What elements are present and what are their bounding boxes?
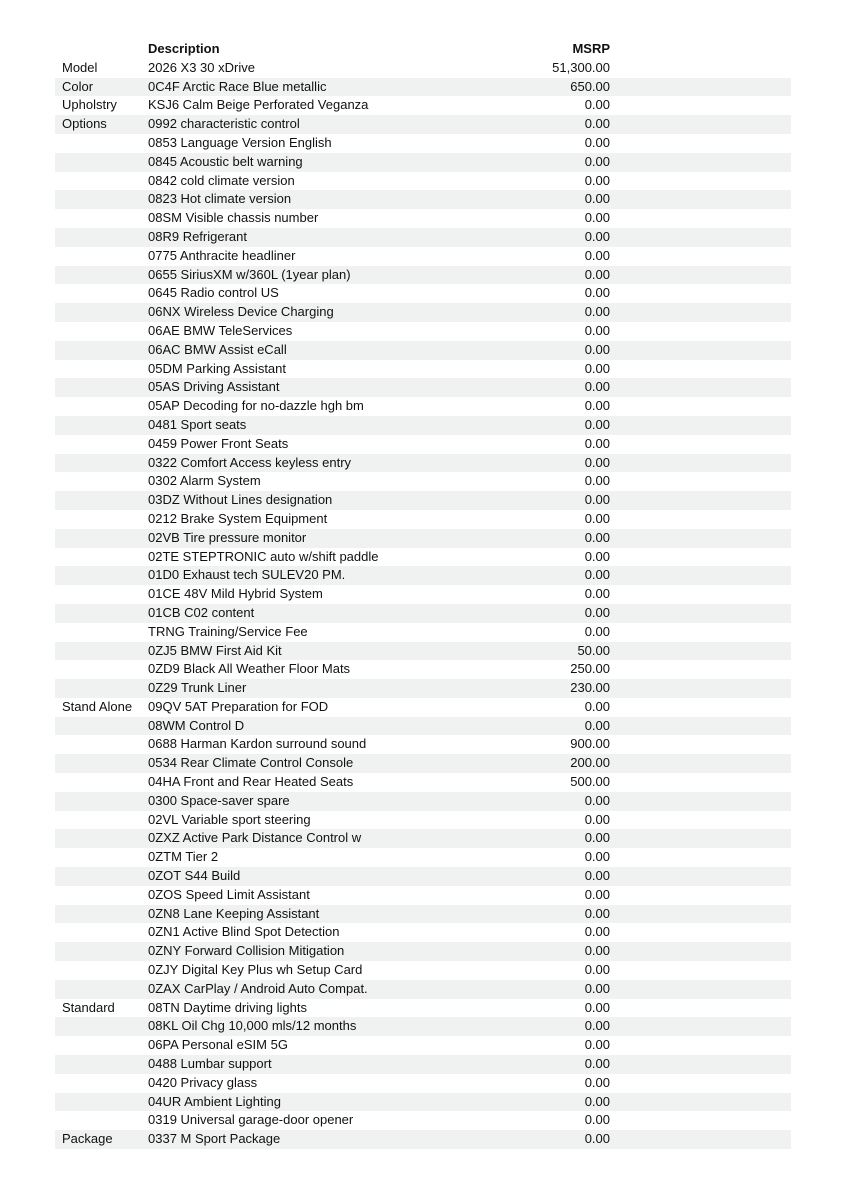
row-msrp-value: 0.00 (584, 698, 610, 714)
table-row (55, 660, 791, 679)
table-body (55, 59, 791, 1149)
row-category-label (55, 510, 148, 529)
row-description: 0ZN1 Active Blind Spot Detection (148, 924, 340, 940)
row-description: 0853 Language Version English (148, 134, 332, 150)
row-category-label (55, 642, 148, 661)
table-row (55, 303, 791, 322)
row-msrp-value: 0.00 (584, 886, 610, 902)
table-row (55, 1130, 791, 1149)
row-description: 2026 X3 30 xDrive (148, 59, 255, 75)
row-description: 0337 M Sport Package (148, 1131, 281, 1147)
row-msrp-value: 0.00 (584, 604, 610, 620)
row-category-label (55, 604, 148, 623)
row-msrp-value: 0.00 (584, 849, 610, 865)
row-msrp-value: 230.00 (570, 680, 610, 696)
table-row (55, 548, 791, 567)
row-description: 0ZD9 Black All Weather Floor Mats (148, 661, 351, 677)
table-row (55, 848, 791, 867)
row-msrp-value: 0.00 (584, 341, 610, 357)
table-row (55, 717, 791, 736)
row-msrp-value: 0.00 (584, 97, 610, 113)
table-row (55, 999, 791, 1018)
category-column-header (55, 40, 148, 59)
row-msrp-value: 0.00 (584, 1018, 610, 1034)
table-row (55, 867, 791, 886)
row-category-label (55, 284, 148, 303)
row-category-label (55, 1093, 148, 1112)
row-description: 04HA Front and Rear Heated Seats (148, 774, 354, 790)
row-category-label (55, 266, 148, 285)
row-msrp-value: 0.00 (584, 228, 610, 244)
row-msrp-value: 0.00 (584, 623, 610, 639)
row-msrp-value: 0.00 (584, 191, 610, 207)
row-description: KSJ6 Calm Beige Perforated Veganza (148, 97, 369, 113)
row-description: 0481 Sport seats (148, 416, 247, 432)
row-description: 0ZJY Digital Key Plus wh Setup Card (148, 962, 363, 978)
table-row (55, 886, 791, 905)
row-description: 0ZOS Speed Limit Assistant (148, 886, 310, 902)
row-description: 06AE BMW TeleServices (148, 322, 293, 338)
row-category-label (55, 754, 148, 773)
table-row (55, 416, 791, 435)
table-row (55, 284, 791, 303)
row-description: 02TE STEPTRONIC auto w/shift paddle (148, 548, 379, 564)
row-description: 0ZXZ Active Park Distance Control w (148, 830, 362, 846)
row-description: 0534 Rear Climate Control Console (148, 755, 354, 771)
row-category-label (55, 435, 148, 454)
table-row (55, 78, 791, 97)
row-msrp-value: 0.00 (584, 473, 610, 489)
row-msrp-value: 0.00 (584, 322, 610, 338)
row-description: 05AP Decoding for no-dazzle hgh bm (148, 398, 364, 414)
row-category-label (55, 397, 148, 416)
row-description: 08WM Control D (148, 717, 245, 733)
row-category-label (55, 961, 148, 980)
row-description: 05DM Parking Assistant (148, 360, 287, 376)
row-description: 0688 Harman Kardon surround sound (148, 736, 367, 752)
row-msrp-value: 900.00 (570, 736, 610, 752)
row-msrp-value: 0.00 (584, 1056, 610, 1072)
table-row (55, 96, 791, 115)
table-row (55, 322, 791, 341)
row-msrp-value: 0.00 (584, 304, 610, 320)
row-description: 0420 Privacy glass (148, 1074, 258, 1090)
row-description: 0ZTM Tier 2 (148, 849, 219, 865)
row-category-label (55, 980, 148, 999)
table-row (55, 360, 791, 379)
table-row (55, 792, 791, 811)
row-category-label (55, 416, 148, 435)
row-msrp-value: 0.00 (584, 398, 610, 414)
row-msrp-value: 0.00 (584, 1074, 610, 1090)
table-row (55, 566, 791, 585)
row-description: 0845 Acoustic belt warning (148, 153, 303, 169)
row-msrp-value: 0.00 (584, 416, 610, 432)
table-row (55, 1093, 791, 1112)
row-category-label (55, 848, 148, 867)
row-category-label (55, 735, 148, 754)
table-row (55, 698, 791, 717)
row-msrp-value: 0.00 (584, 172, 610, 188)
row-msrp-value: 0.00 (584, 1131, 610, 1147)
row-msrp-value: 0.00 (584, 567, 610, 583)
row-msrp-value: 0.00 (584, 717, 610, 733)
row-msrp-value: 0.00 (584, 548, 610, 564)
row-description: 0ZN8 Lane Keeping Assistant (148, 905, 320, 921)
row-description: 01CB C02 content (148, 604, 255, 620)
row-msrp-value: 200.00 (570, 755, 610, 771)
row-category-label (55, 811, 148, 830)
row-description: 0823 Hot climate version (148, 191, 292, 207)
table-row (55, 59, 791, 78)
row-msrp-value: 0.00 (584, 1112, 610, 1128)
table-row (55, 529, 791, 548)
row-msrp-value: 0.00 (584, 792, 610, 808)
row-description: 0ZOT S44 Build (148, 868, 241, 884)
table-row (55, 735, 791, 754)
table-row (55, 905, 791, 924)
row-msrp-value: 0.00 (584, 153, 610, 169)
row-category-label (55, 829, 148, 848)
row-msrp-value: 0.00 (584, 435, 610, 451)
row-description: 08KL Oil Chg 10,000 mls/12 months (148, 1018, 357, 1034)
row-category-label (55, 886, 148, 905)
row-category-label (55, 172, 148, 191)
table-row (55, 491, 791, 510)
row-category-label: Color (62, 78, 94, 94)
row-category-label: Model (62, 59, 98, 75)
row-description: 02VB Tire pressure monitor (148, 529, 307, 545)
row-description: TRNG Training/Service Fee (148, 623, 308, 639)
row-category-label (55, 247, 148, 266)
table-row (55, 923, 791, 942)
row-category-label (55, 905, 148, 924)
row-description: 0Z29 Trunk Liner (148, 680, 247, 696)
table-row (55, 153, 791, 172)
row-description: 0488 Lumbar support (148, 1056, 272, 1072)
row-msrp-value: 0.00 (584, 943, 610, 959)
row-category-label (55, 717, 148, 736)
row-description: 0ZJ5 BMW First Aid Kit (148, 642, 282, 658)
row-description: 06PA Personal eSIM 5G (148, 1037, 288, 1053)
table-row (55, 378, 791, 397)
row-msrp-value: 0.00 (584, 1037, 610, 1053)
table-row (55, 679, 791, 698)
table-row (55, 642, 791, 661)
row-msrp-value: 0.00 (584, 116, 610, 132)
row-msrp-value: 0.00 (584, 492, 610, 508)
row-category-label (55, 585, 148, 604)
row-msrp-value: 0.00 (584, 962, 610, 978)
table-row (55, 942, 791, 961)
row-category-label (55, 134, 148, 153)
row-category-label (55, 1111, 148, 1130)
table-row (55, 134, 791, 153)
table-row (55, 1017, 791, 1036)
row-msrp-value: 0.00 (584, 980, 610, 996)
row-category-label: Package (62, 1131, 113, 1147)
row-msrp-value: 0.00 (584, 510, 610, 526)
table-header-row (55, 40, 791, 59)
row-msrp-value: 500.00 (570, 774, 610, 790)
row-description: 0459 Power Front Seats (148, 435, 289, 451)
row-description: 05AS Driving Assistant (148, 379, 280, 395)
row-description: 0C4F Arctic Race Blue metallic (148, 78, 327, 94)
table-row (55, 190, 791, 209)
row-msrp-value: 0.00 (584, 285, 610, 301)
table-row (55, 961, 791, 980)
row-category-label: Standard (62, 999, 115, 1015)
row-msrp-value: 650.00 (570, 78, 610, 94)
row-description: 0322 Comfort Access keyless entry (148, 454, 352, 470)
table-row (55, 754, 791, 773)
row-description: 01CE 48V Mild Hybrid System (148, 586, 323, 602)
row-category-label (55, 773, 148, 792)
row-description: 03DZ Without Lines designation (148, 492, 333, 508)
vehicle-spec-sheet (55, 40, 791, 1149)
row-msrp-value: 0.00 (584, 830, 610, 846)
row-category-label (55, 341, 148, 360)
row-category-label (55, 1036, 148, 1055)
table-row (55, 454, 791, 473)
row-description: 0212 Brake System Equipment (148, 510, 328, 526)
row-category-label (55, 623, 148, 642)
table-row (55, 585, 791, 604)
row-description: 06NX Wireless Device Charging (148, 304, 334, 320)
row-description: 0319 Universal garage-door opener (148, 1112, 354, 1128)
row-description: 09QV 5AT Preparation for FOD (148, 698, 329, 714)
row-msrp-value: 0.00 (584, 360, 610, 376)
row-category-label (55, 923, 148, 942)
row-category-label (55, 228, 148, 247)
table-row (55, 1036, 791, 1055)
row-description: 0300 Space-saver spare (148, 792, 290, 808)
row-msrp-value: 0.00 (584, 905, 610, 921)
row-description: 02VL Variable sport steering (148, 811, 311, 827)
row-category-label (55, 1074, 148, 1093)
row-category-label (55, 566, 148, 585)
row-description: 08TN Daytime driving lights (148, 999, 307, 1015)
row-category-label (55, 792, 148, 811)
row-msrp-value: 0.00 (584, 811, 610, 827)
row-category-label (55, 378, 148, 397)
row-category-label (55, 153, 148, 172)
row-description: 0992 characteristic control (148, 116, 300, 132)
table-row (55, 773, 791, 792)
table-row (55, 435, 791, 454)
table-row (55, 1074, 791, 1093)
table-row (55, 811, 791, 830)
table-row (55, 980, 791, 999)
table-row (55, 115, 791, 134)
row-msrp-value: 0.00 (584, 134, 610, 150)
row-msrp-value: 0.00 (584, 999, 610, 1015)
row-category-label (55, 322, 148, 341)
table-row (55, 1111, 791, 1130)
table-row (55, 209, 791, 228)
row-category-label (55, 548, 148, 567)
row-category-label (55, 491, 148, 510)
row-category-label (55, 1055, 148, 1074)
row-category-label (55, 303, 148, 322)
table-row (55, 472, 791, 491)
row-category-label (55, 360, 148, 379)
row-msrp-value: 0.00 (584, 454, 610, 470)
row-msrp-value: 0.00 (584, 247, 610, 263)
table-row (55, 604, 791, 623)
row-description: 0ZNY Forward Collision Mitigation (148, 943, 345, 959)
row-category-label (55, 660, 148, 679)
row-category-label (55, 679, 148, 698)
row-description: 08R9 Refrigerant (148, 228, 247, 244)
row-category-label (55, 942, 148, 961)
row-msrp-value: 50.00 (577, 642, 610, 658)
table-row (55, 510, 791, 529)
row-description: 0645 Radio control US (148, 285, 279, 301)
row-description: 0842 cold climate version (148, 172, 295, 188)
table-row (55, 1055, 791, 1074)
row-msrp-value: 0.00 (584, 1093, 610, 1109)
row-msrp-value: 0.00 (584, 924, 610, 940)
row-msrp-value: 250.00 (570, 661, 610, 677)
row-msrp-value: 0.00 (584, 586, 610, 602)
table-row (55, 228, 791, 247)
table-row (55, 829, 791, 848)
row-category-label (55, 472, 148, 491)
row-category-label: Stand Alone (62, 698, 133, 714)
row-description: 06AC BMW Assist eCall (148, 341, 287, 357)
row-category-label (55, 1017, 148, 1036)
row-msrp-value: 0.00 (584, 868, 610, 884)
row-category-label (55, 454, 148, 473)
row-category-label: Options (62, 116, 107, 132)
row-description: 04UR Ambient Lighting (148, 1093, 281, 1109)
row-category-label (55, 529, 148, 548)
table-row (55, 397, 791, 416)
table-row (55, 623, 791, 642)
row-msrp-value: 0.00 (584, 379, 610, 395)
row-description: 0655 SiriusXM w/360L (1year plan) (148, 266, 351, 282)
row-description: 0775 Anthracite headliner (148, 247, 296, 263)
row-msrp-value: 51,300.00 (552, 59, 610, 75)
row-description: 01D0 Exhaust tech SULEV20 PM. (148, 567, 346, 583)
table-row (55, 172, 791, 191)
table-row (55, 341, 791, 360)
row-category-label (55, 867, 148, 886)
row-msrp-value: 0.00 (584, 210, 610, 226)
row-msrp-value: 0.00 (584, 529, 610, 545)
description-column-header: Description (148, 41, 220, 56)
row-description: 0302 Alarm System (148, 473, 261, 489)
row-msrp-value: 0.00 (584, 266, 610, 282)
table-row (55, 266, 791, 285)
msrp-column-header: MSRP (572, 41, 610, 56)
row-category-label: Upholstry (62, 97, 117, 113)
row-description: 0ZAX CarPlay / Android Auto Compat. (148, 980, 368, 996)
row-category-label (55, 209, 148, 228)
row-description: 08SM Visible chassis number (148, 210, 319, 226)
row-category-label (55, 190, 148, 209)
table-row (55, 247, 791, 266)
